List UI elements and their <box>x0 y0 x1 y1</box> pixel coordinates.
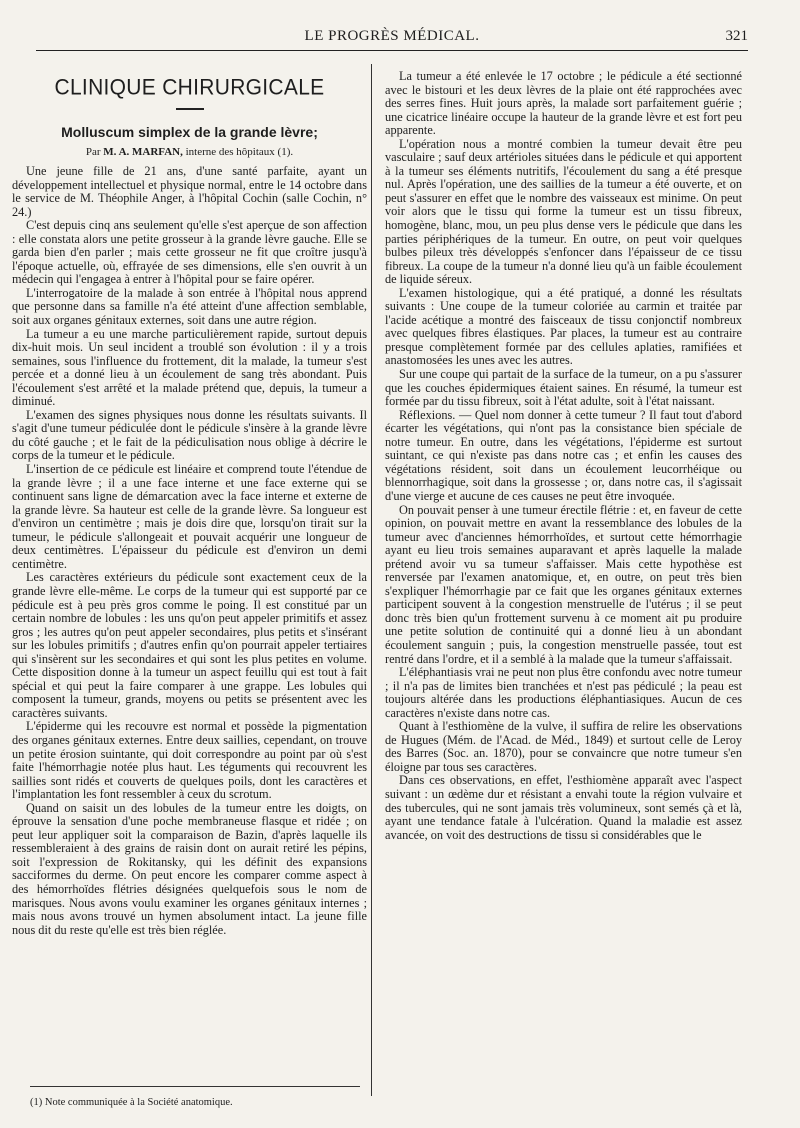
paragraph: C'est depuis cinq ans seulement qu'elle s'est aperçue de son affection : elle constata alors une petite grosseur à la grande lèvre gauche. Elle se garda bien d'en parler ; mais cette grosseur ne fit que croître jusqu'à l'époque actuelle, où, effrayée de ses dimensions, elle s'en ouvrit à un médecin qui l'engagea à entrer à l'hôpital pour se faire opérer. <box>12 218 367 287</box>
paragraph: On pouvait penser à une tumeur érectile flétrie : et, en faveur de cette opinion, on pouvait mettre en avant la ressemblance des lobules de la tumeur avec d'anciennes hémorrhoïdes, et surtout cette hémorrhagie ayant eu lieu trois semaines auparavant et après laquelle la malade prétend avoir vu sa tumeur s'affaisser. Mais cette hypothèse est renversée par l'examen anatomique, et, en outre, on peut très bien s'expliquer l'hémorrhagie par ce fait que les organes génitaux externes participent souvent à la congestion menstruelle de l'utérus ; il se peut donc très bien qu'un frottement survenu à ce moment ait pu produire une petite solution de continuité qui a donné lieu à un abondant écoulement sanguin ; puis, la congestion menstruelle passée, tout est rentré dans l'ordre, et il a semblé à la malade que la tumeur s'affaissait. <box>385 502 742 666</box>
paragraph: L'examen des signes physiques nous donne les résultats suivants. Il s'agit d'une tumeur pédiculée dont le pédicule s'insère à la grande lèvre du côté gauche ; et le fait de la pédiculisation nous oblige à décrire le corps de la tumeur et le pédicule. <box>12 407 367 463</box>
paragraph: Les caractères extérieurs du pédicule sont exactement ceux de la grande lèvre elle-même. Le corps de la tumeur qui est supporté par ce pédicule est à peu près gros comme le poing. Il est constitué par un certain nombre de lobules : les uns qu'on peut appeler primitifs et assez gros ; les autres qu'on peut appeler secondaires, plus petits et s'insérant sur les lobules primitifs ; d'autres enfin qu'on pourrait appeler tertiaires qui s'insèrent sur les secondaires et qui sont les plus petites en volume. Cette disposition donne à la tumeur un aspect feuillu qui est tout à fait spécial et qui peut la faire comparer à une grappe. Les lobules qui composent la tumeur, grands, moyens ou petits se présentent avec les caractères suivants. <box>12 570 367 720</box>
page-number: 321 <box>725 28 748 44</box>
byline <box>12 146 367 159</box>
paragraph: L'opération nous a montré combien la tumeur devait être peu vasculaire ; sauf deux artérioles situées dans le pédicule et qui apportent à la tumeur ses éléments nutritifs, l'écoulement du sang a été presque nul. Après l'opération, une des saillies de la tumeur a été ouverte, et on peut s'assurer en effet que le nombre des vaisseaux est minime. On peut voir alors que le tissu qui forme la tumeur est un tissu fibreux, homogène, blanc, mou, un peu plus dense vers le pédicule que dans les parties périphériques de la tumeur. En outre, on peut voir quelques bulbes pileux très développés s'enfoncer dans l'épaisseur de ce tissu fibreux. La coupe de la tumeur n'a donné lieu qu'à un faible écoulement de liquide séreux. <box>385 136 742 287</box>
right-column <box>385 70 742 842</box>
paragraph: Dans ces observations, en effet, l'esthiomène apparaît avec l'aspect suivant : un œdème dur et résistant a envahi toute la région vulvaire et des tubercules, qui ne sont jamais très volumineux, sont semés çà et là, ayant une tendance fatale à l'ulcération. Quand la maladie est assez avancée, on voit des destructions de tissu si considérables que le <box>385 773 742 842</box>
byline-suffix: interne des hôpitaux (1). <box>185 146 294 158</box>
paragraph: La tumeur a été enlevée le 17 octobre ; le pédicule a été sectionné avec le bistouri et les deux lèvres de la plaie ont été rapprochées avec des serres fines. Huit jours après, la malade sort parfaitement guérie ; une cicatrice linéaire occupe la hauteur de la grande lèvre et est fort peu apparente. <box>385 69 742 138</box>
journal-title: LE PROGRÈS MÉDICAL. <box>304 28 480 44</box>
column-divider <box>371 64 372 1096</box>
article-title: Molluscum simplex de la grande lèvre; <box>61 124 318 140</box>
paragraph: Réflexions. — Quel nom donner à cette tumeur ? Il faut tout d'abord écarter les végétations, qui n'ont pas la consistance bien spéciale de notre tumeur. En outre, dans les végétations, l'épiderme est surtout suintant, ce qui n'existe pas dans notre cas ; et enfin les causes des végétations résident, soit dans un écoulement leucorrhéique ou blennorrhagique, soit dans la grossesse ; or, dans notre cas, il s'agissait d'une vierge et aucune de ces causes ne peut être invoquée. <box>385 407 742 503</box>
paragraph: L'insertion de ce pédicule est linéaire et comprend toute l'étendue de la grande lèvre ; il a une face interne et une face externe qui se continuent sans ligne de démarcation avec la face interne et externe de la grande lèvre. Sa hauteur est celle de la grande lèvre. Sa longueur est d'environ un centimètre ; mais je dois dire que, lorsqu'on tirait sur la tumeur, le pédicule s'allongeait et pouvait acquérir une longueur de deux centimètres. L'épaisseur du pédicule est d'environ un demi centimètre. <box>12 462 367 571</box>
page-header <box>36 22 748 51</box>
footnote: (1) Note communiquée à la Société anatomique. <box>30 1097 233 1108</box>
paragraph: L'examen histologique, qui a été pratiqué, a donné les résultats suivants : Une coupe de la tumeur coloriée au carmin et traitée par l'acide acétique a montré des faisceaux de tissu conjonctif nombreux avec quelques fibres élastiques. Par places, la tumeur est au contraire presque complètement formée par des cellules aplaties, ramifiées et anastomosées les unes avec les autres. <box>385 285 742 368</box>
footnote-rule <box>30 1086 360 1087</box>
byline-prefix: Par <box>85 146 101 158</box>
paragraph: Quand on saisit un des lobules de la tumeur entre les doigts, on éprouve la sensation d'une poche membraneuse flasque et ridée ; on peut leur appliquer soit la comparaison de Bazin, d'après laquelle ils ressembleraient à des grains de raisin dont on aurait retiré les pépins, soit l'expression de Rokitansky, qui les définit des expansions sacciformes du derme. On peut encore les comparer comme aspect à des hémorrhoïdes flétries désignées quelquefois sous le nom de marisques. Nous avons voulu examiner les organes génitaux internes ; mais nous avons trouvé un hymen absolument intact. La jeune fille nous dit du reste qu'elle est très bien réglée. <box>12 800 367 937</box>
paragraph: Sur une coupe qui partait de la surface de la tumeur, on a pu s'assurer que les couches épidermiques étaient saines. En résumé, la tumeur est formée par du tissu fibreux, soit à l'état adulte, soit à l'état naissant. <box>385 367 742 409</box>
left-column <box>12 70 367 937</box>
paragraph: Une jeune fille de 21 ans, d'une santé parfaite, ayant un développement intellectuel et physique normal, entre le 14 octobre dans le service de M. Théophile Anger, à l'hôpital Cochin (salle Cochin, n° 24.) <box>12 164 367 219</box>
title-rule <box>176 108 204 110</box>
paragraph: Quant à l'esthiomène de la vulve, il suffira de relire les observations de Hugues (Mém. de l'Acad. de Méd., 1849) et surtout celle de Leroy des Barres (Soc. an. 1870), pour se convaincre que notre tumeur s'en éloigne par tous ses caractères. <box>385 719 742 774</box>
paragraph: L'épiderme qui les recouvre est normal et possède la pigmentation des organes génitaux externes. Entre deux saillies, cependant, on trouve un petite érosion suintante, qui doit correspondre au point par où s'est faite l'hémorrhagie notée plus haut. Les téguments qui recouvrent les saillies sont ridés et couverts de quelques poils, dont les caractères et l'implantation les font ressembler à ceux du scrotum. <box>12 719 367 802</box>
paragraph: La tumeur a eu une marche particulièrement rapide, surtout depuis dix-huit mois. Un seul incident a troublé son évolution : il y a trois semaines, sous l'influence du frottement, dit la malade, la tumeur s'est percée et a donné lieu à un écoulement de sang très abondant. Puis l'écoulement s'est arrêté et la malade prétend que, depuis, la tumeur a diminué. <box>12 326 367 409</box>
section-title: CLINIQUE CHIRURGICALE <box>54 75 325 100</box>
paragraph: L'interrogatoire de la malade à son entrée à l'hôpital nous apprend que personne dans sa famille n'a été atteint d'une affection semblable, soit aux organes génitaux externes, soit dans une autre région. <box>12 285 367 328</box>
paragraph: L'éléphantiasis vrai ne peut non plus être confondu avec notre tumeur ; il n'a pas de limites bien tranchées et n'est pas pédiculé ; la peau est toujours altérée dans les productions éléphantiasiques. Aucun de ces caractères n'existe dans notre cas. <box>385 665 742 720</box>
byline-author: M. A. MARFAN, <box>103 146 183 158</box>
